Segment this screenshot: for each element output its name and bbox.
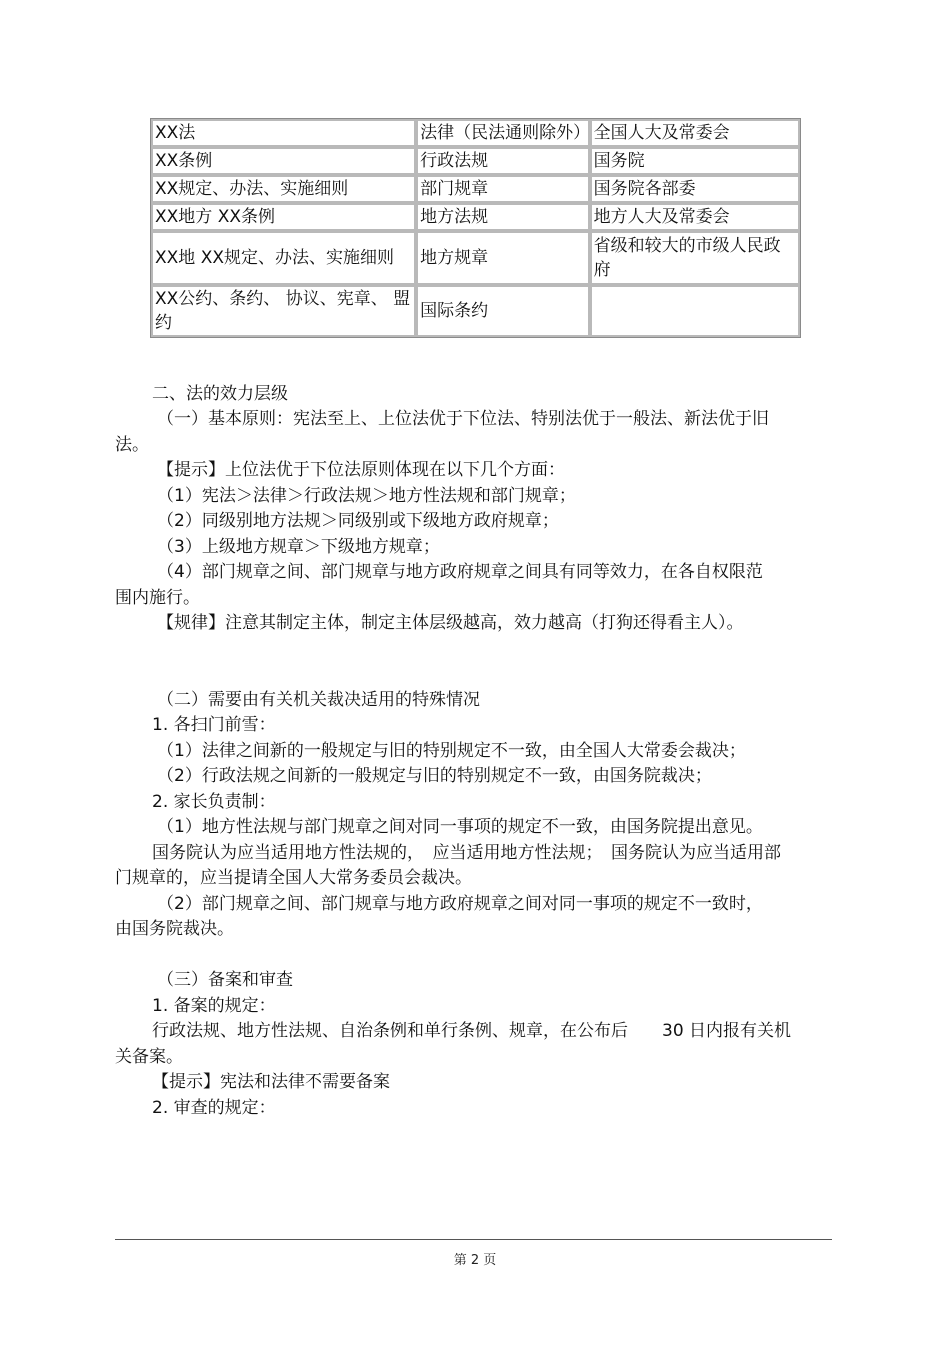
table-cell: XX地方 XX条例 [151, 203, 416, 231]
paragraph-line: （2）同级别地方法规＞同级别或下级地方政府规章； [157, 511, 559, 531]
paragraph-line: （4）部门规章之间、部门规章与地方政府规章之间具有同等效力，在各自权限范 [157, 562, 763, 582]
table-cell [590, 285, 800, 337]
table-cell: 国际条约 [416, 285, 590, 337]
paragraph-line: 门规章的，应当提请全国人大常务委员会裁决。 [115, 868, 472, 888]
table-cell: 地方规章 [416, 231, 590, 285]
table-cell: XX条例 [151, 147, 416, 175]
table-cell: 地方人大及常委会 [590, 203, 800, 231]
paragraph-line: 法。 [115, 435, 149, 455]
paragraph-line: （1）法律之间新的一般规定与旧的特别规定不一致，由全国人大常委会裁决； [157, 741, 746, 761]
page-number: 第 2 页 [453, 1253, 497, 1268]
table-row [151, 119, 800, 147]
paragraph-line: （3）上级地方规章＞下级地方规章； [157, 537, 440, 557]
section-heading: （二）需要由有关机关裁决适用的特殊情况 [157, 690, 480, 710]
tip-line: 【提示】上位法优于下位法原则体现在以下几个方面： [157, 460, 565, 480]
paragraph-line: 行政法规、地方性法规、自治条例和单行条例、规章，在公布后 30 日内报有关机 [152, 1021, 792, 1041]
paragraph-line: 关备案。 [115, 1047, 183, 1067]
table-cell: 省级和较大的市级人民政府 [590, 231, 800, 285]
paragraph-line: 1. 备案的规定： [152, 996, 276, 1016]
paragraph-line: （1）宪法＞法律＞行政法规＞地方性法规和部门规章； [157, 486, 576, 506]
table-cell: 行政法规 [416, 147, 590, 175]
paragraph-line: （一）基本原则：宪法至上、上位法优于下位法、特别法优于一般法、新法优于旧 [157, 409, 769, 429]
paragraph-line: 国务院认为应当适用地方性法规的， 应当适用地方性法规； 国务院认为应当适用部 [152, 843, 781, 863]
paragraph-line: （2）部门规章之间、部门规章与地方政府规章之间对同一事项的规定不一致时， [157, 894, 763, 914]
rule-line: 【规律】注意其制定主体，制定主体层级越高，效力越高（打狗还得看主人）。 [157, 613, 744, 633]
table-row [151, 203, 800, 231]
table-cell: XX地 XX规定、办法、实施细则 [151, 231, 416, 285]
table-row [151, 147, 800, 175]
table-cell: 法律（民法通则除外） [416, 119, 590, 147]
table-row [151, 285, 800, 337]
table-row [151, 175, 800, 203]
table-cell: XX法 [151, 119, 416, 147]
paragraph-line: 2. 家长负责制： [152, 792, 276, 812]
tip-line: 【提示】宪法和法律不需要备案 [152, 1072, 390, 1092]
table-cell: 全国人大及常委会 [590, 119, 800, 147]
table-cell: 地方法规 [416, 203, 590, 231]
section-heading: 二、法的效力层级 [152, 384, 288, 404]
table-cell: 部门规章 [416, 175, 590, 203]
paragraph-line: （1）地方性法规与部门规章之间对同一事项的规定不一致，由国务院提出意见。 [157, 817, 763, 837]
footer-divider [115, 1239, 832, 1240]
paragraph-line: （2）行政法规之间新的一般规定与旧的特别规定不一致，由国务院裁决； [157, 766, 712, 786]
law-source-table [150, 118, 801, 338]
paragraph-line: 由国务院裁决。 [115, 919, 234, 939]
paragraph-line: 围内施行。 [115, 588, 200, 608]
table-cell: XX规定、办法、实施细则 [151, 175, 416, 203]
table-cell: 国务院 [590, 147, 800, 175]
paragraph-line: 1. 各扫门前雪： [152, 715, 276, 735]
paragraph-line: 2. 审查的规定： [152, 1098, 276, 1118]
table-cell: XX公约、条约、 协议、宪章、 盟约 [151, 285, 416, 337]
table-cell: 国务院各部委 [590, 175, 800, 203]
table-row [151, 231, 800, 285]
section-heading: （三）备案和审查 [157, 970, 293, 990]
